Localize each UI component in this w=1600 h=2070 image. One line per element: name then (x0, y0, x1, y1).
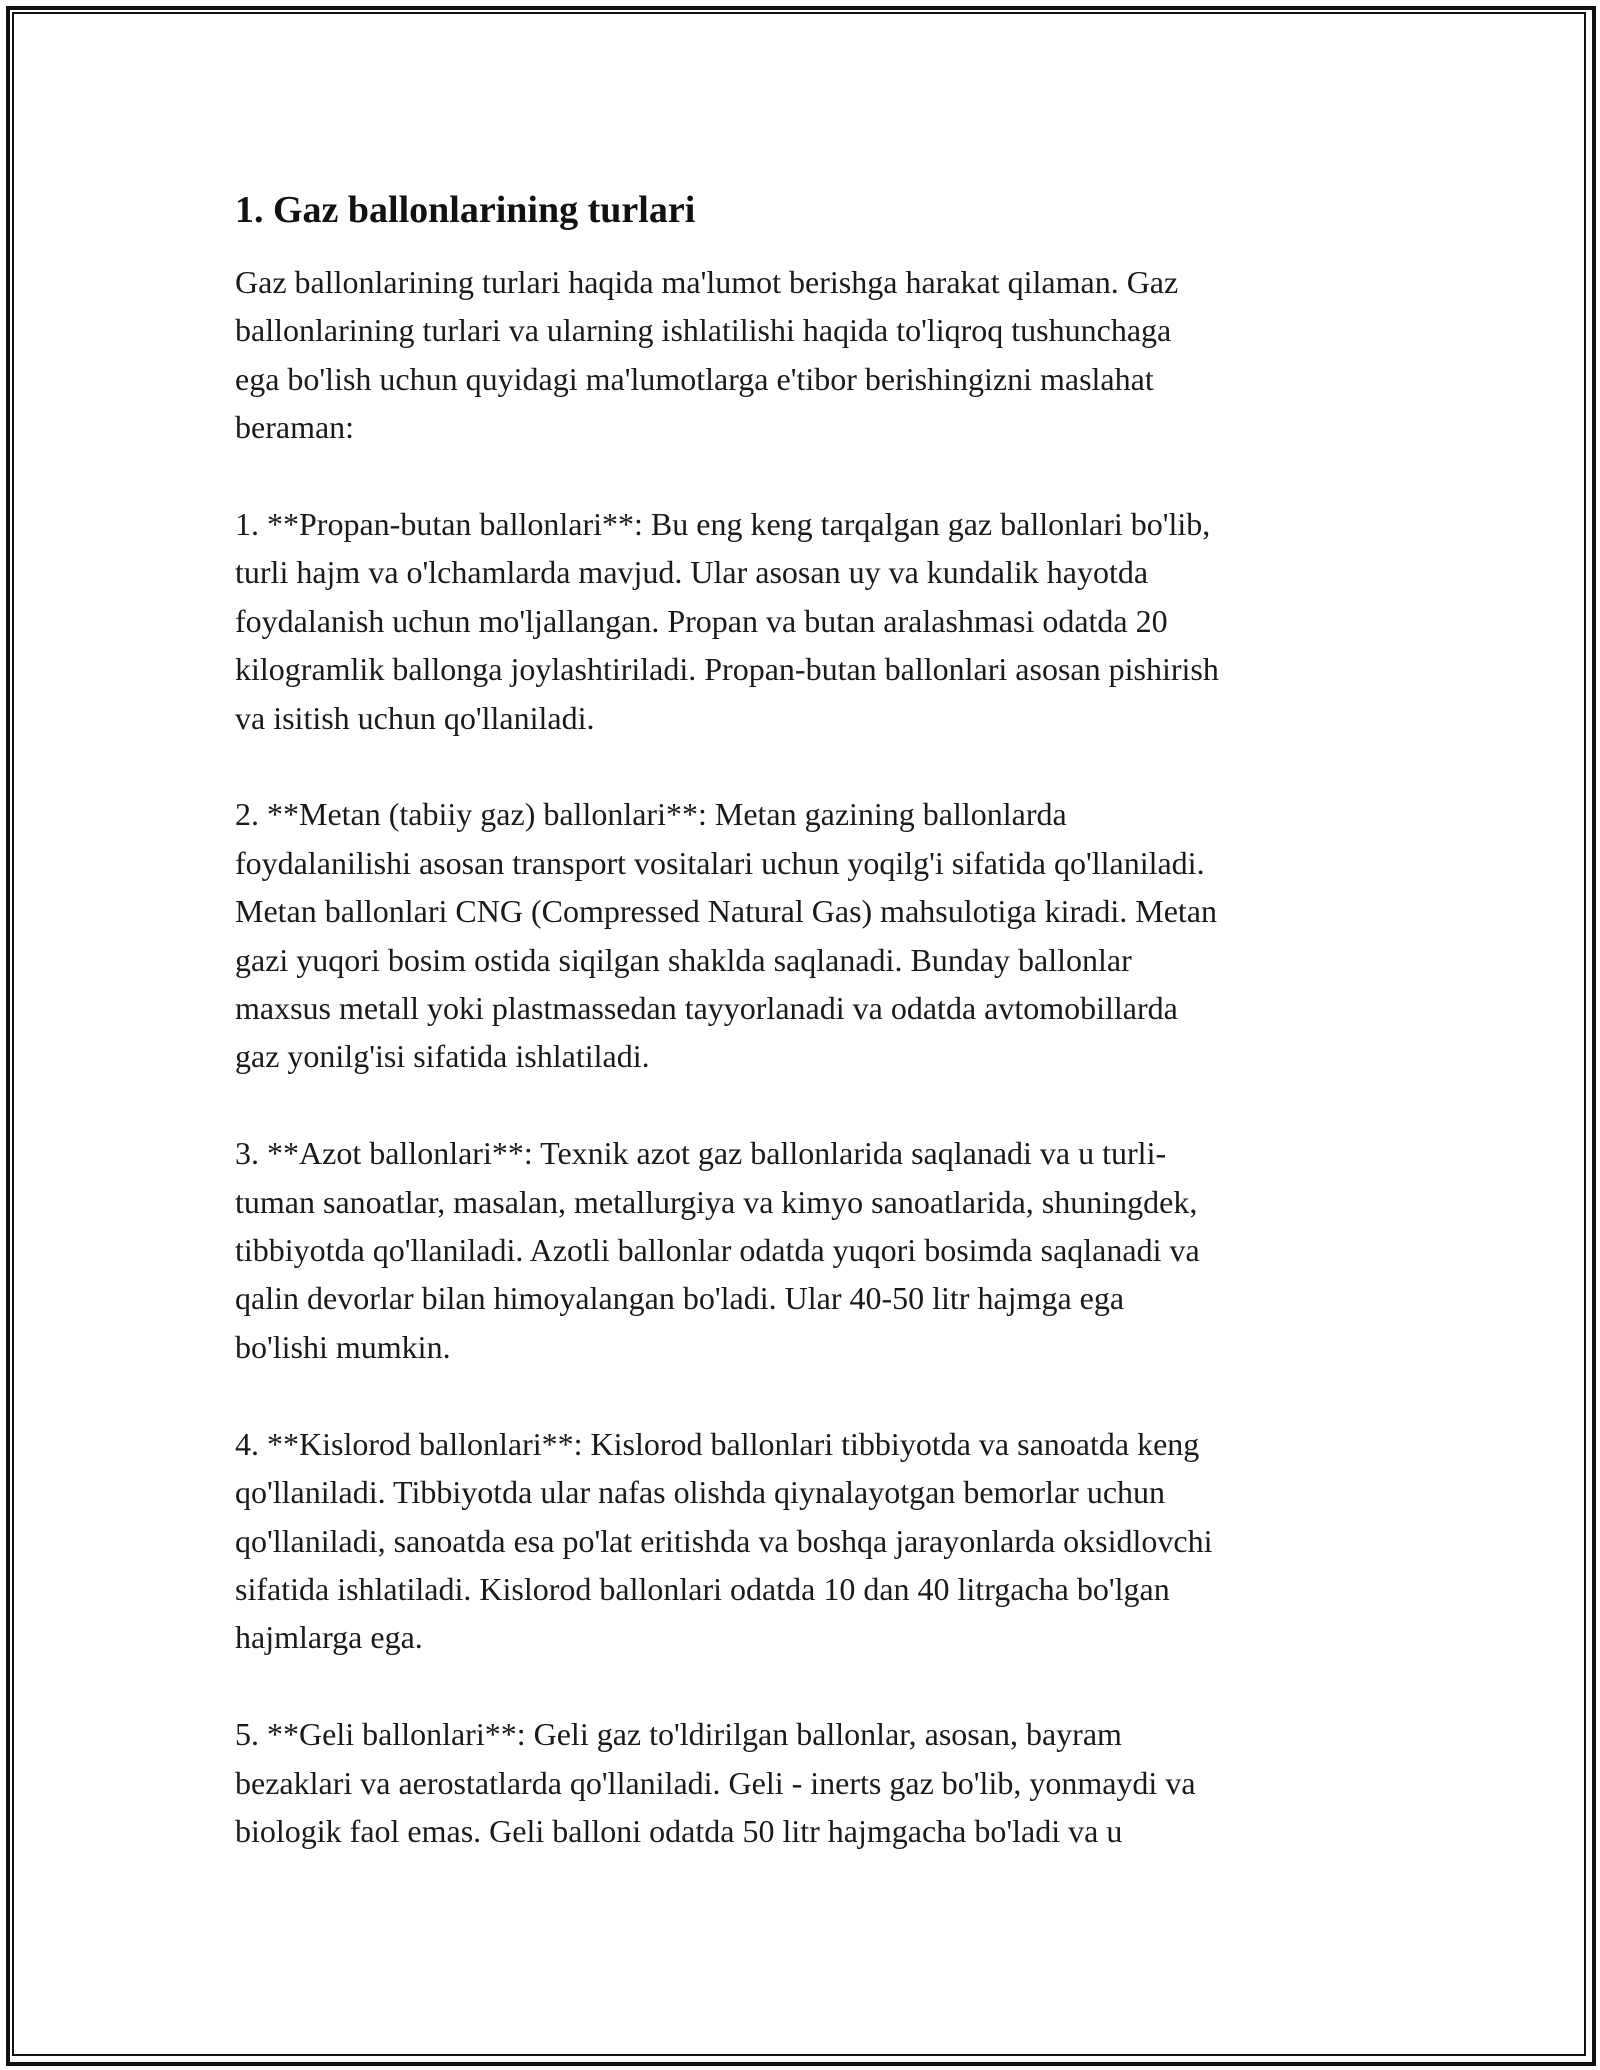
text-line: Metan ballonlari CNG (Compressed Natural Gas) mahsulotiga kiradi. Metan (235, 893, 1217, 930)
text-line: sifatida ishlatiladi. Kislorod ballonlari odatda 10 dan 40 litrgacha bo'lgan (235, 1570, 1170, 1607)
text-line: qalin devorlar bilan himoyalangan bo'ladi. Ular 40-50 litr hajmga ega (235, 1280, 1125, 1317)
text-line: 4. **Kislorod ballonlari**: Kislorod ballonlari tibbiyotda va sanoatda keng (235, 1425, 1200, 1462)
text-line: foydalanish uchun mo'ljallangan. Propan va butan aralashmasi odatda 20 (235, 602, 1168, 639)
text-line: Gaz ballonlarining turlari haqida ma'lumot berishga harakat qilaman. Gaz (235, 264, 1179, 300)
text-line: ballonlarining turlari va ularning ishlatilishi haqida to'liqroq tushunchaga (235, 312, 1172, 349)
text-line: turli hajm va o'lchamlarda mavjud. Ular asosan uy va kundalik hayotda (235, 554, 1149, 591)
text-line: beraman: (235, 409, 355, 446)
text-line: bezaklari va aerostatlarda qo'llaniladi. Geli - inerts gaz bo'lib, yonmaydi va (235, 1764, 1196, 1801)
paragraph-metan (235, 790, 1385, 1080)
text-line: tibbiyotda qo'llaniladi. Azotli ballonlar odatda yuqori bosimda saqlanadi va (235, 1232, 1200, 1269)
text-line: maxsus metall yoki plastmassedan tayyorlanadi va odatda avtomobillarda (235, 990, 1178, 1027)
text-line: 5. **Geli ballonlari**: Geli gaz to'ldirilgan ballonlar, asosan, bayram (235, 1716, 1122, 1753)
paragraph-kislorod (235, 1420, 1385, 1662)
text-line: 3. **Azot ballonlari**: Texnik azot gaz ballonlarida saqlanadi va u turli- (235, 1135, 1167, 1172)
text-line: qo'llaniladi, sanoatda esa po'lat eritishda va boshqa jarayonlarda oksidlovchi (235, 1522, 1213, 1559)
text-line: bo'lishi mumkin. (235, 1328, 451, 1365)
paragraph-intro (235, 258, 1385, 452)
text-line: gaz yonilg'isi sifatida ishlatiladi. (235, 1038, 650, 1075)
text-line: qo'llaniladi. Tibbiyotda ular nafas olishda qiynalayotgan bemorlar uchun (235, 1474, 1166, 1511)
text-line: 2. **Metan (tabiiy gaz) ballonlari**: Metan gazining ballonlarda (235, 796, 1067, 833)
paragraph-azot (235, 1129, 1385, 1371)
paragraph-geli (235, 1710, 1385, 1855)
text-line: hajmlarga ega. (235, 1619, 423, 1656)
paragraph-propan-butan (235, 500, 1385, 742)
text-line: tuman sanoatlar, masalan, metallurgiya va kimyo sanoatlarida, shuningdek, (235, 1183, 1198, 1220)
text-line: kilogramlik ballonga joylashtiriladi. Propan-butan ballonlari asosan pishirish (235, 651, 1219, 688)
text-line: foydalanilishi asosan transport vositalari uchun yoqilg'i sifatida qo'llaniladi. (235, 844, 1205, 881)
text-line: biologik faol emas. Geli balloni odatda 50 litr hajmgacha bo'ladi va u (235, 1812, 1123, 1849)
document-body (235, 186, 1385, 1855)
section-heading: 1. Gaz ballonlarining turlari (235, 189, 696, 231)
text-line: va isitish uchun qo'llaniladi. (235, 699, 595, 736)
text-line: gazi yuqori bosim ostida siqilgan shaklda saqlanadi. Bunday ballonlar (235, 941, 1132, 978)
text-line: 1. **Propan-butan ballonlari**: Bu eng keng tarqalgan gaz ballonlari bo'lib, (235, 506, 1211, 543)
text-line: ega bo'lish uchun quyidagi ma'lumotlarga e'tibor berishingizni maslahat (235, 360, 1154, 397)
